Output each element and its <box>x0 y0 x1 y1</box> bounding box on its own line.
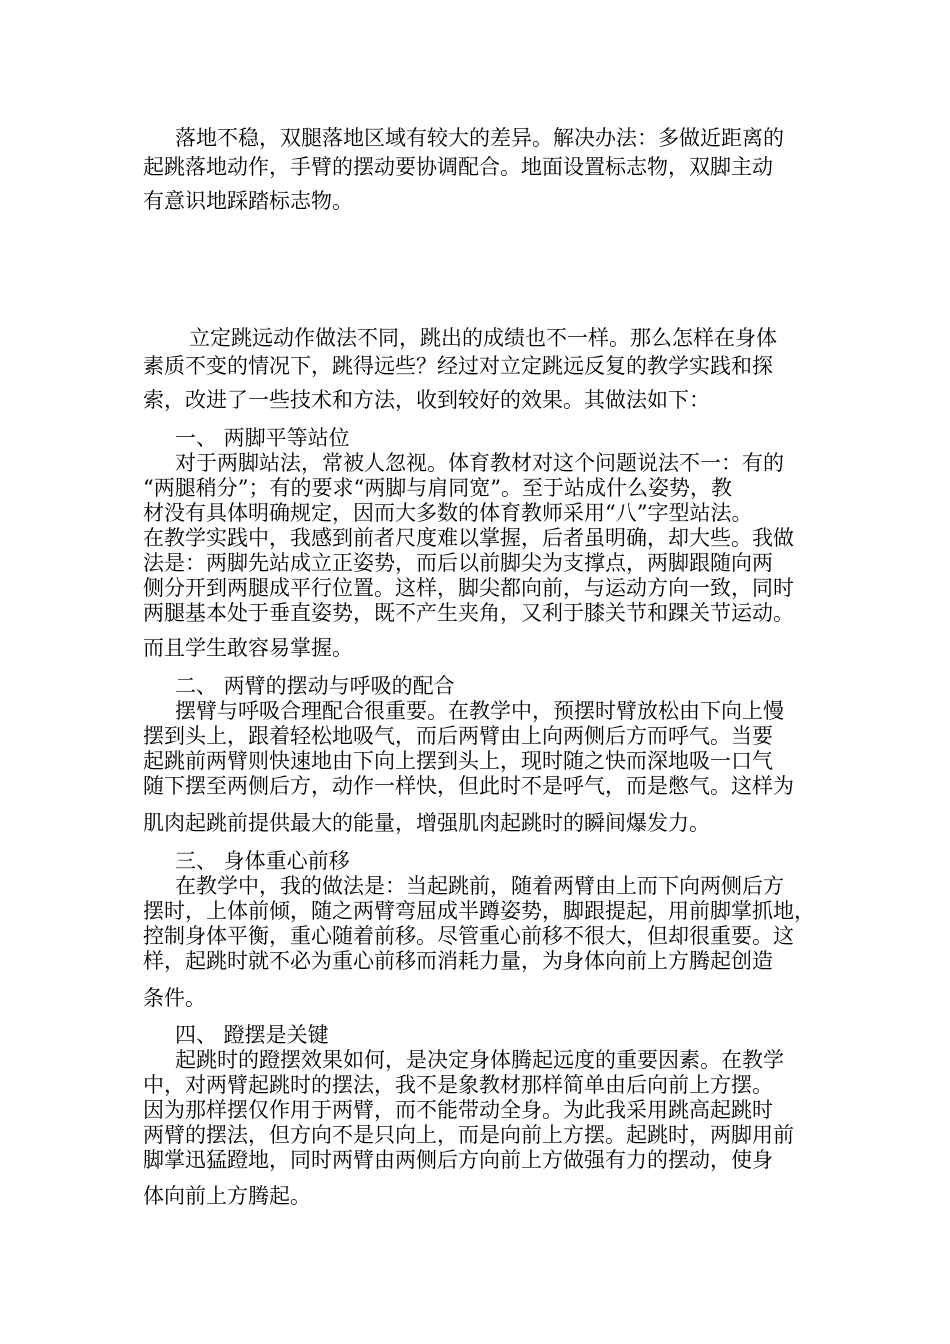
section-1-line-7: 两腿基本处于垂直姿势，既不产生夹角，又利于膝关节和踝关节运动。 <box>143 601 794 625</box>
paragraph-1-line-2: 起跳落地动作，手臂的摆动要协调配合。地面设置标志物，双脚主动 <box>143 155 773 179</box>
section-1-line-3: 材没有具体明确规定，因而大多数的体育教师采用“八”字型站法。 <box>143 501 753 525</box>
section-2-line-5: 肌肉起跳前提供最大的能量，增强肌肉起跳时的瞬间爆发力。 <box>143 811 710 835</box>
section-2-heading: 二、 两臂的摆动与呼吸的配合 <box>175 674 455 698</box>
section-4-line-2: 中，对两臂起跳时的摆法，我不是象教材那样简单由后向前上方摆。 <box>143 1073 773 1097</box>
section-1-line-1: 对于两脚站法，常被人忽视。体育教材对这个问题说法不一：有的 <box>175 451 784 475</box>
section-3-line-1: 在教学中，我的做法是：当起跳前，随着两臂由上而下向两侧后方 <box>175 874 784 898</box>
intro-line-1: 立定跳远动作做法不同，跳出的成绩也不一样。那么怎样在身体 <box>189 326 777 350</box>
section-4-line-6: 体向前上方腾起。 <box>143 1184 311 1208</box>
section-3-line-4: 样，起跳时就不必为重心前移而消耗力量，为身体向前上方腾起创造 <box>143 949 773 973</box>
section-1-line-4: 在教学实践中，我感到前者尺度难以掌握，后者虽明确，却大些。我做 <box>143 526 794 550</box>
section-1-heading: 一、 两脚平等站位 <box>175 426 350 450</box>
section-1-line-8: 而且学生敢容易掌握。 <box>143 636 353 660</box>
intro-line-2: 素质不变的情况下，跳得远些？经过对立定跳远反复的教学实践和探 <box>143 354 773 378</box>
section-4-line-1: 起跳时的蹬摆效果如何，是决定身体腾起远度的重要因素。在教学 <box>175 1048 784 1072</box>
section-2-line-3: 起跳前两臂则快速地由下向上摆到头上，现时随之快而深地吸一口气 <box>143 749 773 773</box>
section-2-line-4: 随下摆至两侧后方，动作一样快，但此时不是呼气，而是憋气。这样为 <box>143 774 794 798</box>
section-1-line-6: 侧分开到两腿成平行位置。这样，脚尖都向前，与运动方向一致，同时 <box>143 576 794 600</box>
section-4-heading: 四、 蹬摆是关键 <box>175 1023 329 1047</box>
section-3-heading: 三、 身体重心前移 <box>175 849 350 873</box>
section-3-line-3: 控制身体平衡，重心随着前移。尽管重心前移不很大，但却很重要。这 <box>143 924 794 948</box>
paragraph-1-line-3: 有意识地踩踏标志物。 <box>143 189 353 213</box>
section-4-line-5: 脚掌迅猛蹬地，同时两臂由两侧后方向前上方做强有力的摆动，使身 <box>143 1148 773 1172</box>
section-4-line-3: 因为那样摆仅作用于两臂，而不能带动全身。为此我采用跳高起跳时 <box>143 1098 773 1122</box>
section-1-line-5: 法是：两脚先站成立正姿势，而后以前脚尖为支撑点，两脚跟随向两 <box>143 551 773 575</box>
section-3-line-2: 摆时，上体前倾，随之两臂弯屈成半蹲姿势，脚跟提起，用前脚掌抓地， <box>143 899 815 923</box>
section-3-line-5: 条件。 <box>143 986 206 1010</box>
section-2-line-1: 摆臂与呼吸合理配合很重要。在教学中，预摆时臂放松由下向上慢 <box>175 699 784 723</box>
paragraph-1-line-1: 落地不稳，双腿落地区域有较大的差异。解决办法：多做近距离的 <box>175 126 784 150</box>
section-4-line-4: 两臂的摆法，但方向不是只向上，而是向前上方摆。起跳时，两脚用前 <box>143 1123 794 1147</box>
section-1-line-2: “两腿稍分”；有的要求“两脚与肩同宽”。至于站成什么姿势，教 <box>143 476 732 500</box>
section-2-line-2: 摆到头上，跟着轻松地吸气，而后两臂由上向两侧后方而呼气。当要 <box>143 724 773 748</box>
intro-line-3: 索，改进了一些技术和方法，收到较好的效果。其做法如下： <box>143 388 710 412</box>
